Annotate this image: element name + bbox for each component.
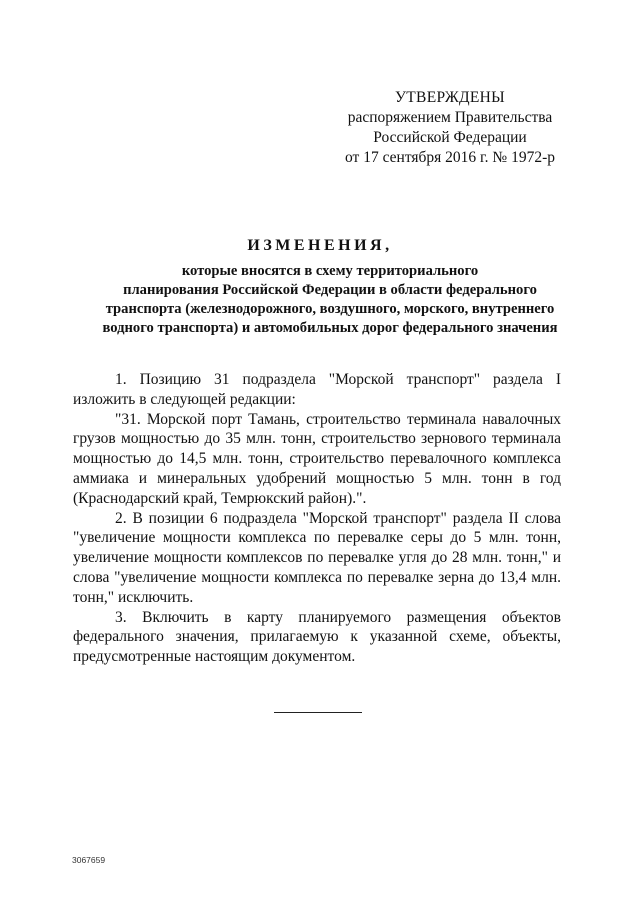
- paragraph-item-1: 1. Позицию 31 подраздела "Морской транспорт" раздела I изложить в следующей редакции:: [73, 371, 561, 408]
- approval-line-2: распоряжением Правительства: [347, 109, 553, 126]
- subtitle-line-1: которые вносятся в схему территориального: [181, 263, 479, 279]
- document-title: ИЗМЕНЕНИЯ,: [247, 237, 393, 254]
- approval-date-number: от 17 сентября 2016 г. № 1972-р: [345, 149, 555, 166]
- subtitle-line-2: планирования Российской Федерации в области федерального: [123, 282, 537, 298]
- document-body: [73, 370, 561, 667]
- subtitle-line-4: водного транспорта) и автомобильных дорог федерального значения: [102, 320, 558, 336]
- approval-heading: УТВЕРЖДЕНЫ: [395, 89, 505, 106]
- paragraph-quoted-position-31: "31. Морской порт Тамань, строительство терминала навалочных грузов мощностью до 35 млн. тонн, строительство зернового терминала мощностью до 14,5 млн. тонн, строительство перевалочного комплекса аммиака и минеральных удобрений мощностью 5 млн. тонн в год (Краснодарский край, Темрюкский район).".: [73, 410, 561, 507]
- subtitle-line-3: транспорта (железнодорожного, воздушного, морского, внутреннего: [105, 301, 555, 317]
- paragraph-item-3: 3. Включить в карту планируемого размещения объектов федерального значения, прилагаемую к указанной схеме, объекты, предусмотренные настоящим документом.: [73, 608, 561, 666]
- document-subtitle: [60, 262, 600, 338]
- end-divider-line: [274, 712, 362, 713]
- paragraph-item-2: 2. В позиции 6 подраздела "Морской транспорт" раздела II слова "увеличение мощности комплекса по перевалке серы до 5 млн. тонн, увеличение мощности комплексов по перевалке угля до 28 млн. тонн," и слова "увеличение мощности комплекса по перевалке зерна до 13,4 млн. тонн," исключить.: [73, 509, 561, 606]
- document-number: 3067659: [72, 855, 106, 865]
- approval-line-3: Российской Федерации: [373, 129, 527, 146]
- approval-block: [320, 88, 580, 168]
